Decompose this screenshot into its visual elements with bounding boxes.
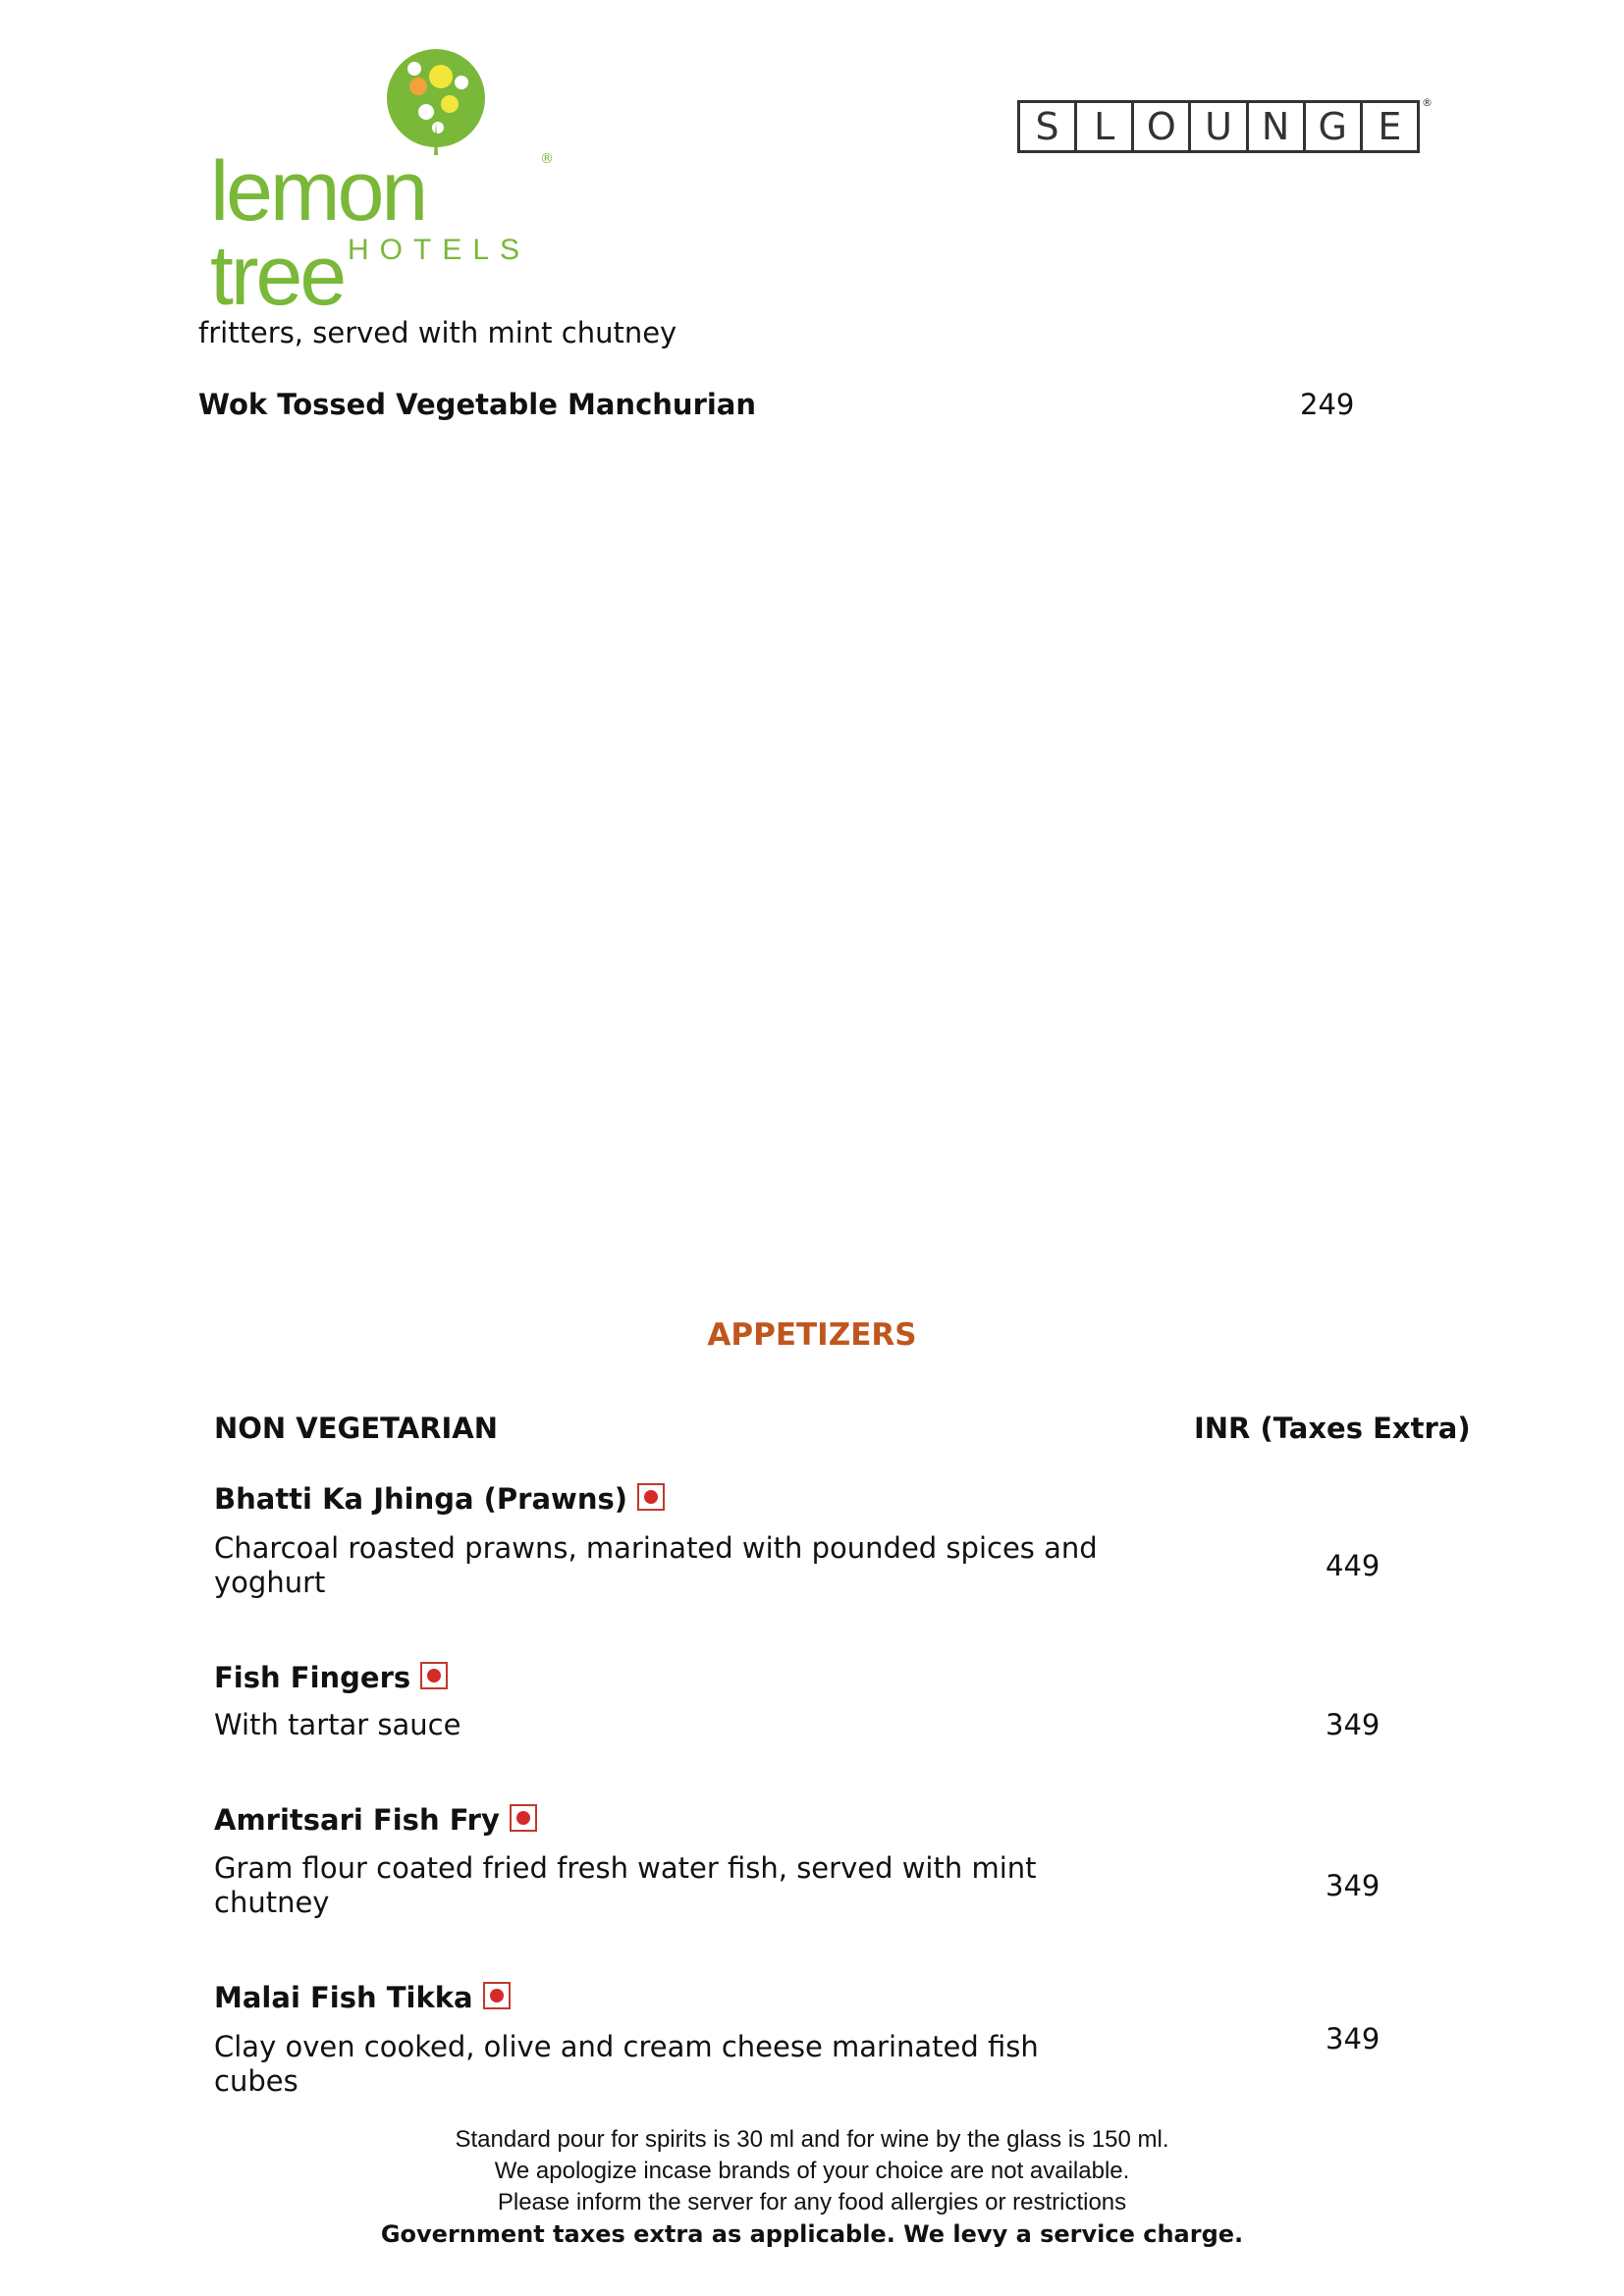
menu-item-description (214, 1708, 460, 1742)
menu-item-name-row (214, 1661, 448, 1695)
non-veg-icon (483, 1982, 511, 2009)
menu-item-name-row (214, 1981, 511, 2015)
footer-tax-note: Government taxes extra as applicable. We levy a service charge. (380, 2220, 1244, 2248)
menu-item-price: 249 (1300, 388, 1355, 421)
lemon-tree-hotels-label: HOTELS (348, 234, 531, 266)
section-title: APPETIZERS (707, 1317, 917, 1353)
footer-note: We apologize incase brands of your choice are not available. (494, 2158, 1130, 2184)
menu-item-name: Malai Fish Tikka (214, 1981, 473, 2014)
menu-item-name-row (214, 1803, 537, 1838)
slounge-letter: S (1020, 103, 1077, 150)
menu-item-name: Wok Tossed Vegetable Manchurian (198, 388, 757, 421)
menu-item-name: Amritsari Fish Fry (214, 1803, 500, 1837)
slounge-logo (1017, 96, 1433, 165)
menu-item-price: 349 (1326, 2022, 1380, 2056)
menu-item-description (214, 1851, 1037, 1920)
menu-item-description-line: yoghurt (214, 1566, 326, 1599)
slounge-letter: O (1134, 103, 1191, 150)
menu-item-price: 349 (1326, 1708, 1380, 1741)
menu-item-description-line: Clay oven cooked, olive and cream cheese marinated fish (214, 2030, 1039, 2063)
slounge-letter: L (1077, 103, 1134, 150)
slounge-registered-mark: ® (1422, 96, 1433, 109)
menu-item-name-row (214, 1482, 665, 1517)
menu-item-name: Bhatti Ka Jhinga (Prawns) (214, 1482, 627, 1516)
slounge-letter-boxes (1017, 100, 1420, 153)
non-veg-icon (637, 1483, 665, 1511)
menu-item-price: 449 (1326, 1549, 1380, 1582)
menu-item-description-line: chutney (214, 1886, 330, 1919)
slounge-letter: N (1249, 103, 1306, 150)
slounge-letter: U (1191, 103, 1248, 150)
menu-item-description (214, 1531, 1098, 1600)
category-subheading: NON VEGETARIAN (214, 1412, 498, 1445)
menu-item-description-line: With tartar sauce (214, 1708, 461, 1741)
menu-item-description-line: cubes (214, 2064, 298, 2098)
slounge-letter: E (1378, 105, 1402, 148)
footer-note: Please inform the server for any food allergies or restrictions (497, 2189, 1127, 2216)
lemon-tree-logo (210, 39, 554, 323)
menu-item-description-line: Charcoal roasted prawns, marinated with pounded spices and (214, 1531, 1098, 1565)
lemon-tree-icon (377, 39, 495, 157)
footer-note: Standard pour for spirits is 30 ml and for wine by the glass is 150 ml. (455, 2126, 1169, 2153)
non-veg-icon (420, 1662, 448, 1689)
menu-item-name: Fish Fingers (214, 1661, 411, 1694)
currency-heading: INR (Taxes Extra) (1194, 1412, 1471, 1445)
menu-item-description (214, 2030, 1039, 2099)
slounge-letter: G (1306, 103, 1363, 150)
lemon-tree-wordmark: lemon tree (210, 144, 426, 323)
continued-item-description: fritters, served with mint chutney (198, 316, 677, 349)
non-veg-icon (510, 1804, 537, 1832)
lemon-tree-registered-mark: ® (540, 151, 554, 167)
menu-item-description-line: Gram flour coated fried fresh water fish, served with mint (214, 1851, 1037, 1885)
menu-item-price: 349 (1326, 1869, 1380, 1902)
